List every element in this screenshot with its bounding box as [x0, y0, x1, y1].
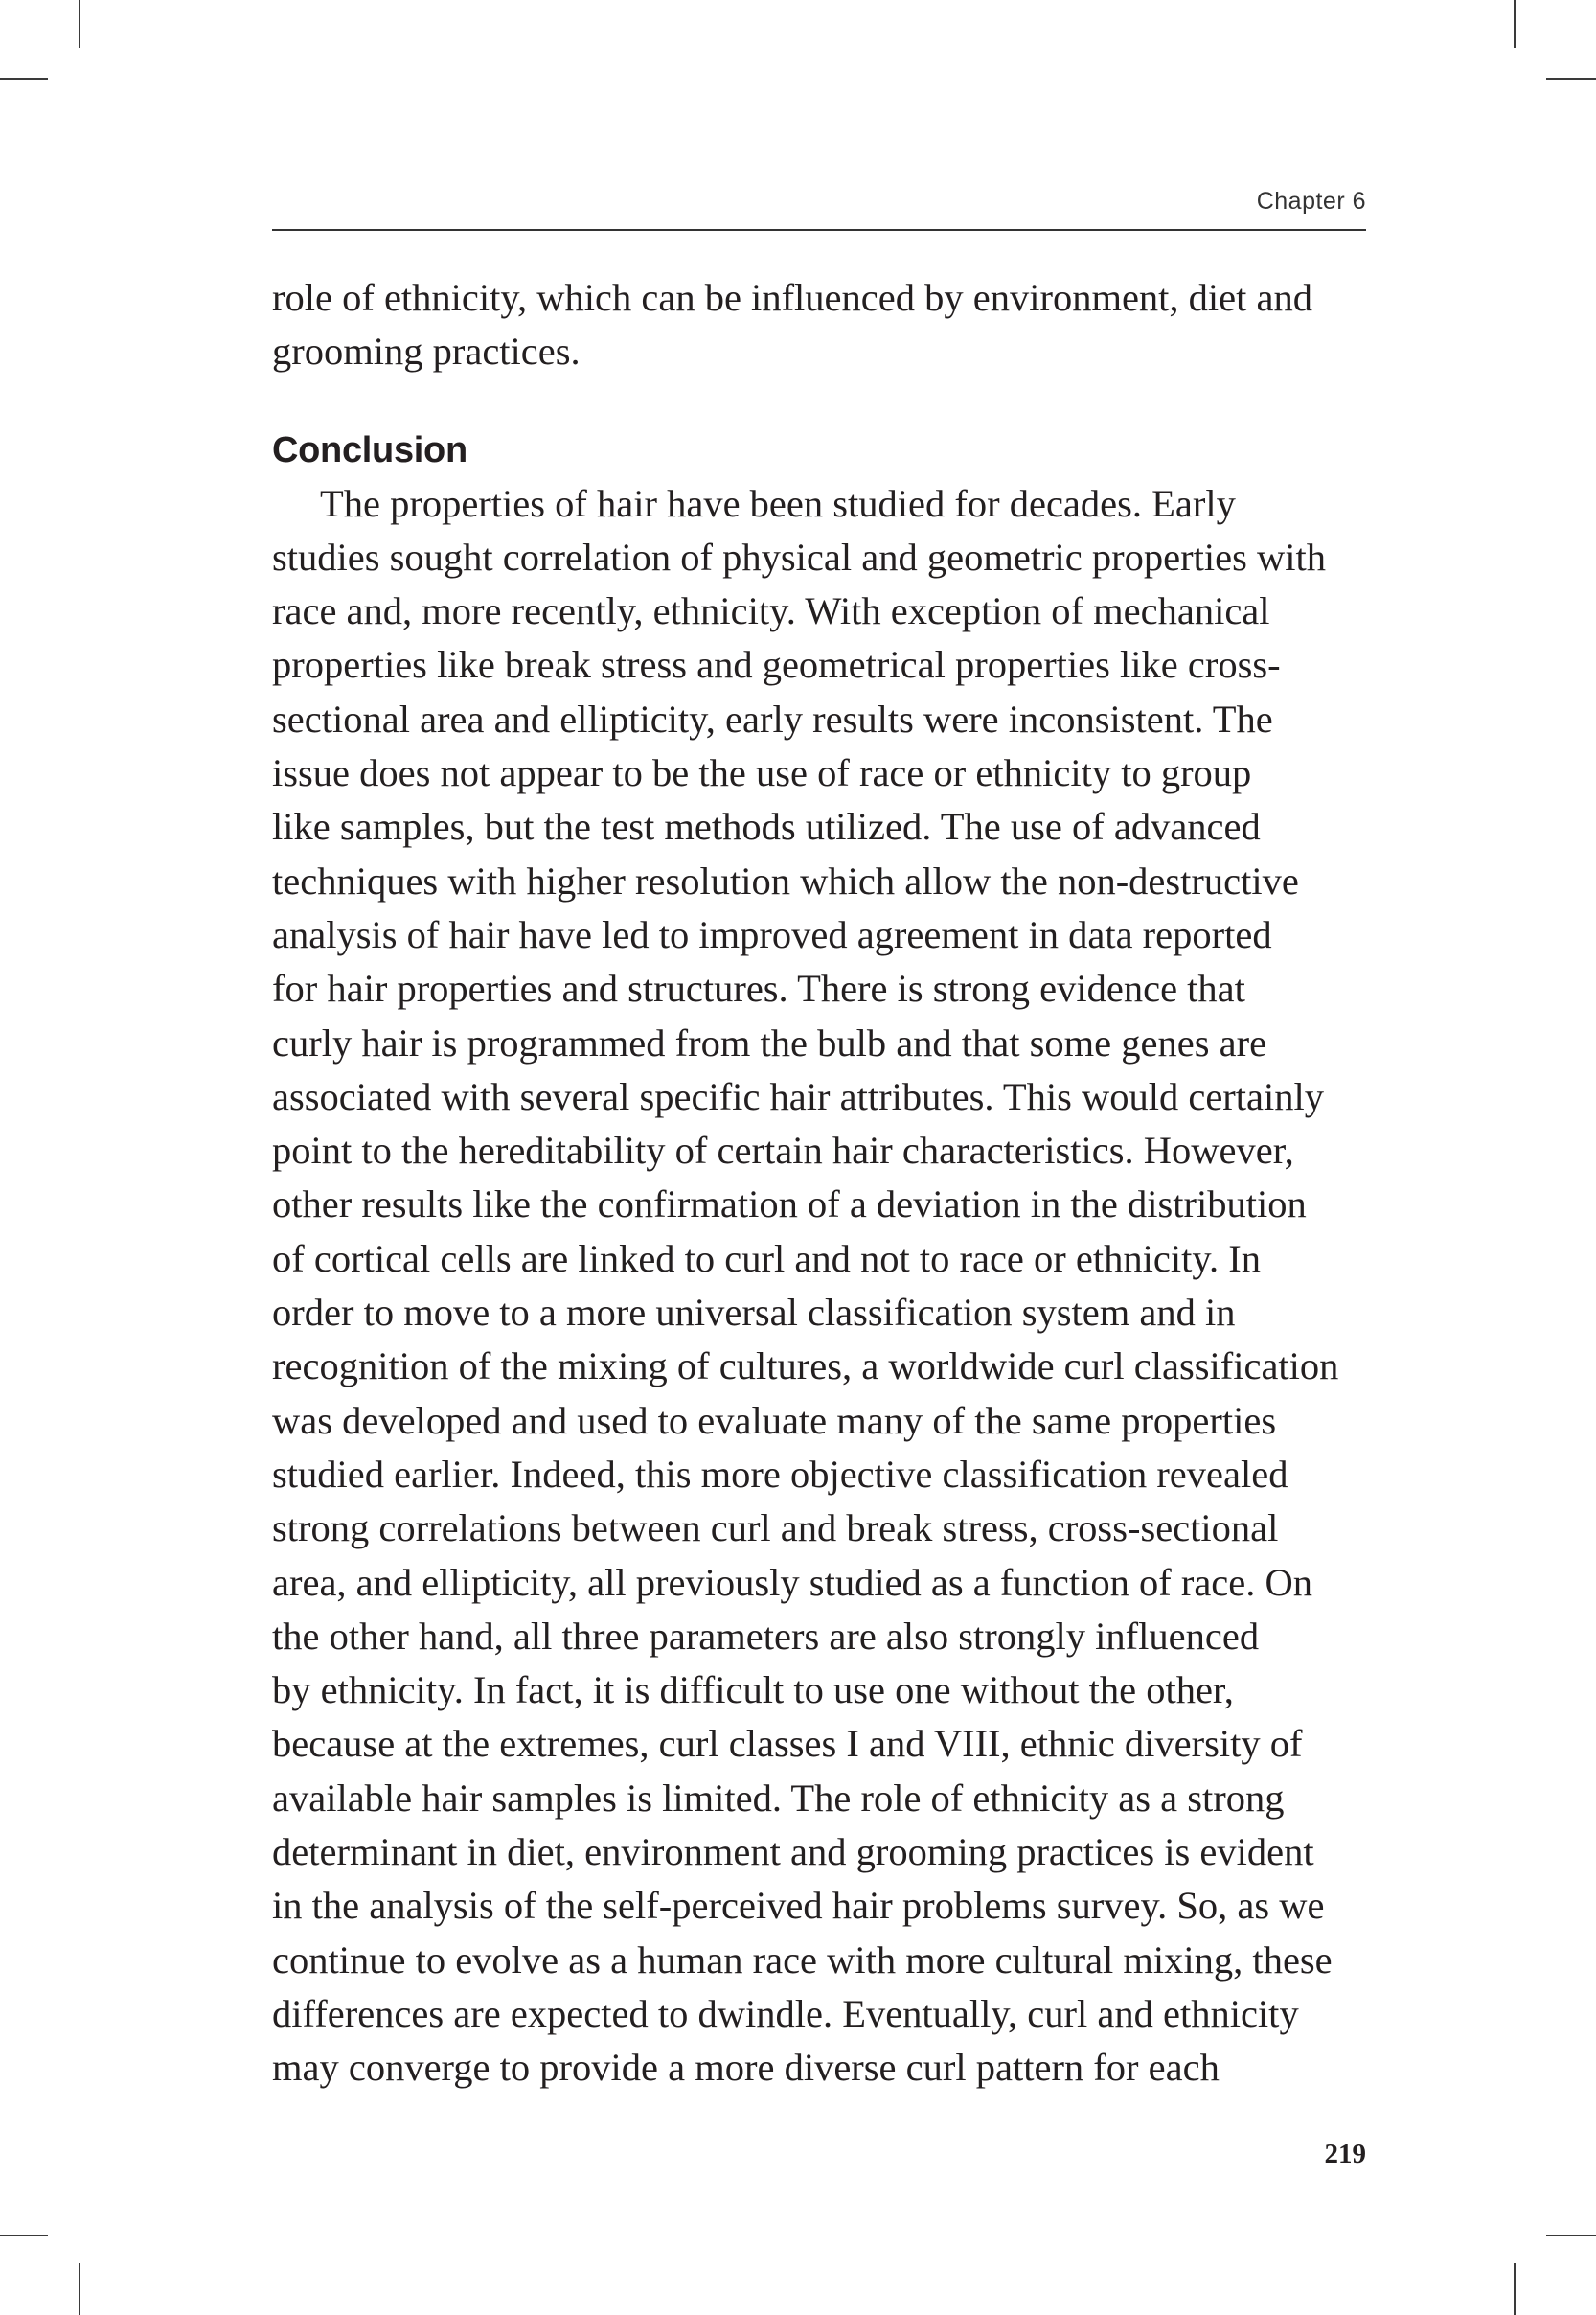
continued-text-line: role of ethnicity, which can be influenced by environment, diet and: [272, 276, 1313, 319]
paragraph-line: by ethnicity. In fact, it is difficult to use one without the other,: [272, 1668, 1234, 1712]
paragraph-line: issue does not appear to be the use of race or ethnicity to group: [272, 751, 1252, 795]
paragraph-line: studies sought correlation of physical and geometric properties with: [272, 535, 1326, 579]
paragraph-line: for hair properties and structures. There is strong evidence that: [272, 967, 1245, 1011]
paragraph-line: determinant in diet, environment and grooming practices is evident: [272, 1830, 1314, 1874]
crop-mark-bottom-left-vertical: [79, 2263, 80, 2315]
crop-mark-top-right-vertical: [1514, 0, 1516, 48]
conclusion-paragraph: [272, 477, 1374, 2096]
paragraph-line: was developed and used to evaluate many of the same properties: [272, 1398, 1277, 1442]
paragraph-line: associated with several specific hair attributes. This would certainly: [272, 1074, 1325, 1118]
paragraph-line: curly hair is programmed from the bulb and that some genes are: [272, 1020, 1267, 1065]
crop-mark-bottom-right-horizontal: [1546, 2235, 1596, 2236]
paragraph-line: because at the extremes, curl classes I and VIII, ethnic diversity of: [272, 1722, 1303, 1766]
crop-mark-top-right-horizontal: [1546, 78, 1596, 80]
continued-text-line: grooming practices.: [272, 330, 581, 374]
paragraph-line: The properties of hair have been studied for decades. Early: [320, 481, 1236, 525]
paragraph-line: sectional area and ellipticity, early results were inconsistent. The: [272, 697, 1273, 741]
page-body: [272, 271, 1374, 2096]
crop-mark-top-left-vertical: [79, 0, 80, 48]
paragraph-line: area, and ellipticity, all previously studied as a function of race. On: [272, 1560, 1313, 1604]
paragraph-line: properties like break stress and geometrical properties like cross-: [272, 643, 1281, 687]
paragraph-line: of cortical cells are linked to curl and not to race or ethnicity. In: [272, 1236, 1261, 1280]
crop-mark-top-left-horizontal: [0, 78, 48, 80]
paragraph-line: techniques with higher resolution which allow the non-destructive: [272, 859, 1299, 903]
paragraph-line: available hair samples is limited. The role of ethnicity as a strong: [272, 1776, 1285, 1820]
header-rule: [272, 229, 1366, 231]
paragraph-line: in the analysis of the self-perceived hair problems survey. So, as we: [272, 1884, 1325, 1928]
paragraph-line: recognition of the mixing of cultures, a worldwide curl classification: [272, 1344, 1339, 1388]
paragraph-line: other results like the confirmation of a deviation in the distribution: [272, 1182, 1307, 1226]
paragraph-line: race and, more recently, ethnicity. With exception of mechanical: [272, 589, 1270, 633]
crop-mark-bottom-left-horizontal: [0, 2235, 48, 2236]
paragraph-line: studied earlier. Indeed, this more objective classification revealed: [272, 1452, 1288, 1496]
paragraph-line: continue to evolve as a human race with more cultural mixing, these: [272, 1937, 1333, 1982]
paragraph-line: order to move to a more universal classification system and in: [272, 1291, 1236, 1335]
paragraph-line: analysis of hair have led to improved agreement in data reported: [272, 912, 1272, 956]
paragraph-line: the other hand, all three parameters are also strongly influenced: [272, 1614, 1260, 1658]
paragraph-line: strong correlations between curl and break stress, cross-sectional: [272, 1506, 1279, 1550]
paragraph-line: like samples, but the test methods utilized. The use of advanced: [272, 805, 1261, 849]
paragraph-line: point to the hereditability of certain hair characteristics. However,: [272, 1129, 1294, 1173]
running-head: Chapter 6: [1256, 188, 1366, 215]
crop-mark-bottom-right-vertical: [1514, 2263, 1516, 2315]
section-heading: Conclusion: [272, 429, 467, 470]
page-number: 219: [1324, 2139, 1366, 2169]
paragraph-line: differences are expected to dwindle. Eventually, curl and ethnicity: [272, 1991, 1299, 2035]
paragraph-line: may converge to provide a more diverse curl pattern for each: [272, 2046, 1220, 2090]
